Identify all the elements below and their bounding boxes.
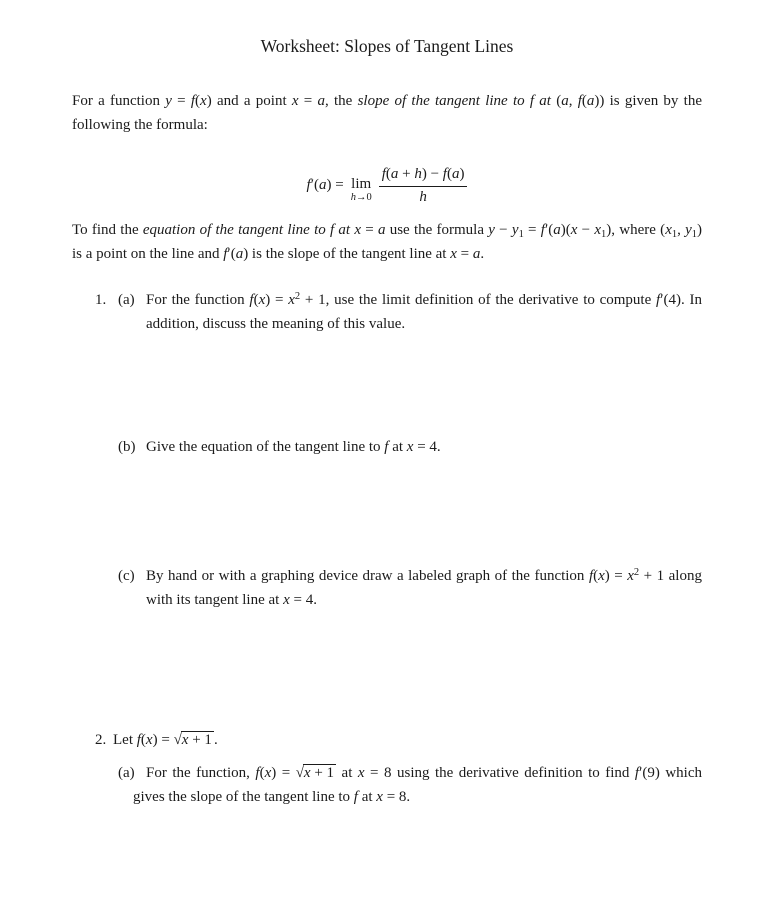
problem-1 <box>72 288 702 612</box>
fraction-denominator: h <box>419 189 427 205</box>
problem-2-lead <box>72 728 702 752</box>
problem-2-part-a-text: For the function, f(x) = √x + 1 at x = 8 using the derivative definition to find f′(9) which gives the slope of the tangent line to f at x = 8. <box>133 765 702 805</box>
problem-1-number: 1. <box>95 292 107 308</box>
problem-2 <box>72 728 702 809</box>
problem-2-lead-text: Let f(x) = √x + 1 . <box>113 732 218 748</box>
fraction-numerator: f(a + h) − f(a) <box>379 163 468 187</box>
problem-1-part-b-label: (b) <box>118 439 136 455</box>
problem-1-part-c <box>72 564 702 612</box>
problem-1-part-b <box>72 435 702 459</box>
difference-quotient-fraction <box>379 163 468 208</box>
problem-2-part-a <box>72 761 702 809</box>
problem-1-part-c-label: (c) <box>118 568 135 584</box>
limit-word: lim <box>351 176 372 192</box>
page-title: Worksheet: Slopes of Tangent Lines <box>260 36 514 56</box>
problem-1-part-a-label: (a) <box>118 292 135 308</box>
intro-paragraph: For a function y = f(x) and a point x = a, the slope of the tangent line to f at (a, f(a)) is given by the following the formula: <box>72 93 703 133</box>
problem-1-part-b-text: Give the equation of the tangent line to f at x = 4. <box>146 439 441 455</box>
formula-lhs: f′(a) = <box>306 177 344 193</box>
problem-1-part-a-text: For the function $f(x) = x^2 + 1$, use the limit definition of the derivative to compute f′(4). In addition, discuss the meaning of this value. <box>146 291 702 332</box>
problem-2-number: 2. <box>95 732 107 748</box>
problem-2-part-a-label: (a) <box>118 765 135 781</box>
problem-1-part-c-text: By hand or with a graphing device draw a labeled graph of the function $f(x) = x^2 + 1$ along with its tangent line at x = 4. <box>146 567 702 608</box>
tangent-line-paragraph: To find the equation of the tangent line to f at x = a use the formula $y - y_1 = f'(a)(x - x_1)$, where ($x_1$, $y_1$) is a point on the line and f′(a) is the slope of the tangent line at x = a. <box>72 222 703 262</box>
limit-operator <box>351 177 372 204</box>
limit-subscript: h→0 <box>350 192 372 203</box>
problem-1-part-a <box>72 288 702 336</box>
derivative-limit-formula <box>72 163 702 208</box>
